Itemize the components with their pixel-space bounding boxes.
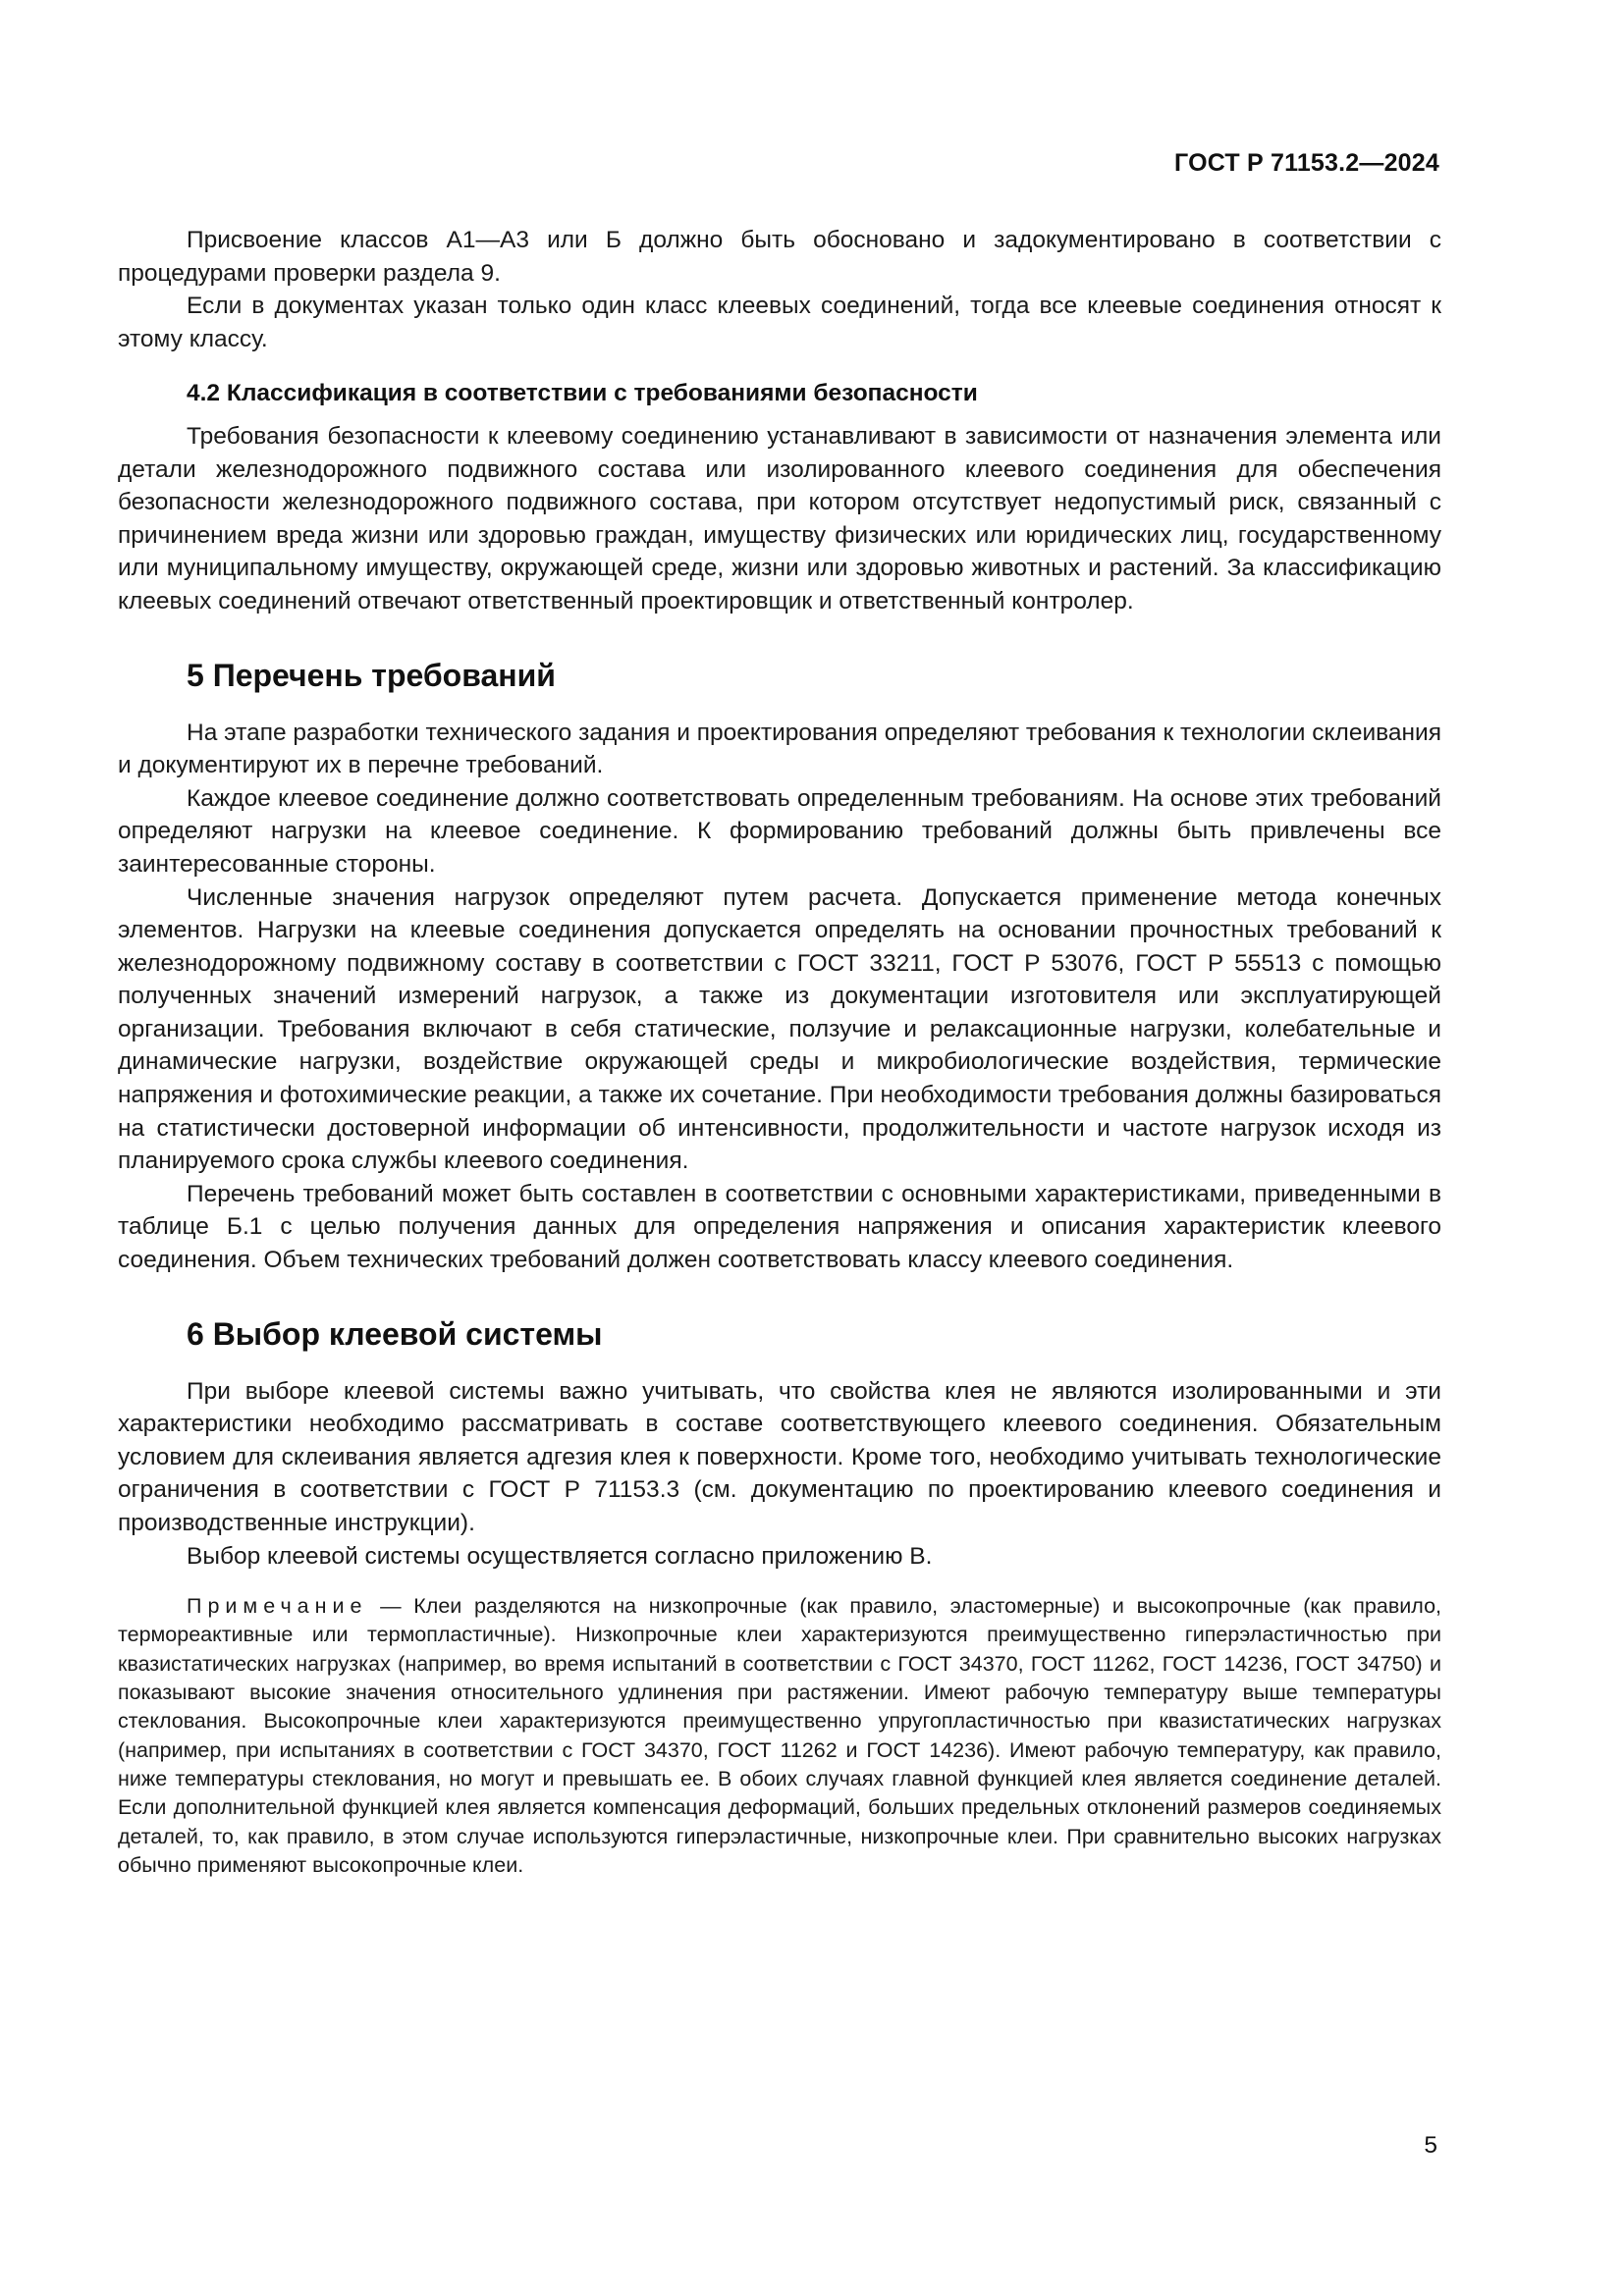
paragraph-6-1: При выборе клеевой системы важно учитывать, что свойства клея не являются изолированными и эти характеристики необходимо рассматривать в составе соответствующего клеевого соединения. Обязательным условием для склеивания является адгезия клея к поверхности. Кроме того, необходимо учитывать технологические ограничения в соответствии с ГОСТ Р 71153.3 (см. документацию по проектированию клеевого соединения и производственные инструкции). — [118, 1377, 1441, 1536]
paragraph-6-2: Выбор клеевой системы осуществляется согласно приложению В. — [187, 1542, 933, 1570]
note-label: Примечание — [187, 1594, 368, 1619]
paragraph-4-2-1: Требования безопасности к клеевому соединению устанавливают в зависимости от назначения элемента или детали железнодорожного подвижного состава или изолированного клеевого соединения для обеспечения безопасности железнодорожного подвижного состава, при котором отсутствует недопустимый риск, связанный с причинением вреда жизни или здоровью граждан, имуществу физических или юридических лиц, государственному или муниципальному имуществу, окружающей среде, жизни или здоровью животных и растений. За классификацию клеевых соединений отвечают ответственный проектировщик и ответственный контролер. — [118, 422, 1441, 614]
subsection-4-2-title: 4.2 Классификация в соответствии с требованиями безопасности — [187, 380, 978, 407]
note-text: — Клеи разделяются на низкопрочные (как правило, эластомерные) и высокопрочные (как правило, термореактивные или термопластичные). Низкопрочные клеи характеризуются преимущественно гиперэластичностью при квазистатических нагрузках (например, во время испытаний в соответствии с ГОСТ 34370, ГОСТ 11262, ГОСТ 14236, ГОСТ 34750) и показывают высокие значения относительного удлинения при растяжении. Имеют рабочую температуру выше температуры стеклования. Высокопрочные клеи характеризуются преимущественно упругопластичностью при квазистатических нагрузках (например, при испытаниях в соответствии с ГОСТ 34370, ГОСТ 11262 и ГОСТ 14236). Имеют рабочую температуру, как правило, ниже температуры стеклования, но могут и превышать ее. В обоих случаях главной функцией клея является соединение деталей. Если дополнительной функцией клея является компенсация деформаций, больших предельных отклонений размеров соединяемых деталей, то, как правило, в этом случае используются гиперэластичные, низкопрочные клеи. При сравнительно высоких нагрузках обычно применяют высокопрочные клеи. — [118, 1594, 1441, 1877]
paragraph-intro-2: Если в документах указан только один класс клеевых соединений, тогда все клеевые соединения относят к этому классу. — [118, 293, 1441, 352]
paragraph-5-4: Перечень требований может быть составлен в соответствии с основными характеристиками, приведенными в таблице Б.1 с целью получения данных для определения напряжения и описания характеристик клеевого соединения. Объем технических требований должен соответствовать классу клеевого соединения. — [118, 1180, 1441, 1274]
section-6-title: 6 Выбор клеевой системы — [187, 1315, 603, 1352]
note-paragraph — [118, 1592, 1441, 1880]
page-content — [118, 224, 1441, 1880]
paragraph-5-1: На этапе разработки технического задания и проектирования определяют требования к технологии склеивания и документируют их в перечне требований. — [118, 719, 1441, 779]
document-code-header: ГОСТ Р 71153.2—2024 — [1174, 149, 1439, 177]
paragraph-5-2: Каждое клеевое соединение должно соответствовать определенным требованиям. На основе этих требований определяют нагрузки на клеевое соединение. К формированию требований должны быть привлечены все заинтересованные стороны. — [118, 784, 1441, 878]
section-5-title: 5 Перечень требований — [187, 657, 556, 693]
paragraph-5-3: Численные значения нагрузок определяют путем расчета. Допускается применение метода конечных элементов. Нагрузки на клеевые соединения допускается определять на основании прочностных требований к железнодорожному подвижному составу в соответствии с ГОСТ 33211, ГОСТ Р 53076, ГОСТ Р 55513 с помощью полученных значений измерений нагрузок, а также из документации изготовителя или эксплуатирующей организации. Требования включают в себя статические, ползучие и релаксационные нагрузки, колебательные и динамические нагрузки, воздействие окружающей среды и микробиологические воздействия, термические напряжения и фотохимические реакции, а также их сочетание. При необходимости требования должны базироваться на статистически достоверной информации об интенсивности, продолжительности и частоте нагрузок исходя из планируемого срока службы клеевого соединения. — [118, 883, 1441, 1175]
page-number: 5 — [1424, 2132, 1437, 2159]
paragraph-intro-1: Присвоение классов А1—А3 или Б должно быть обосновано и задокументировано в соответствии с процедурами проверки раздела 9. — [118, 227, 1441, 287]
